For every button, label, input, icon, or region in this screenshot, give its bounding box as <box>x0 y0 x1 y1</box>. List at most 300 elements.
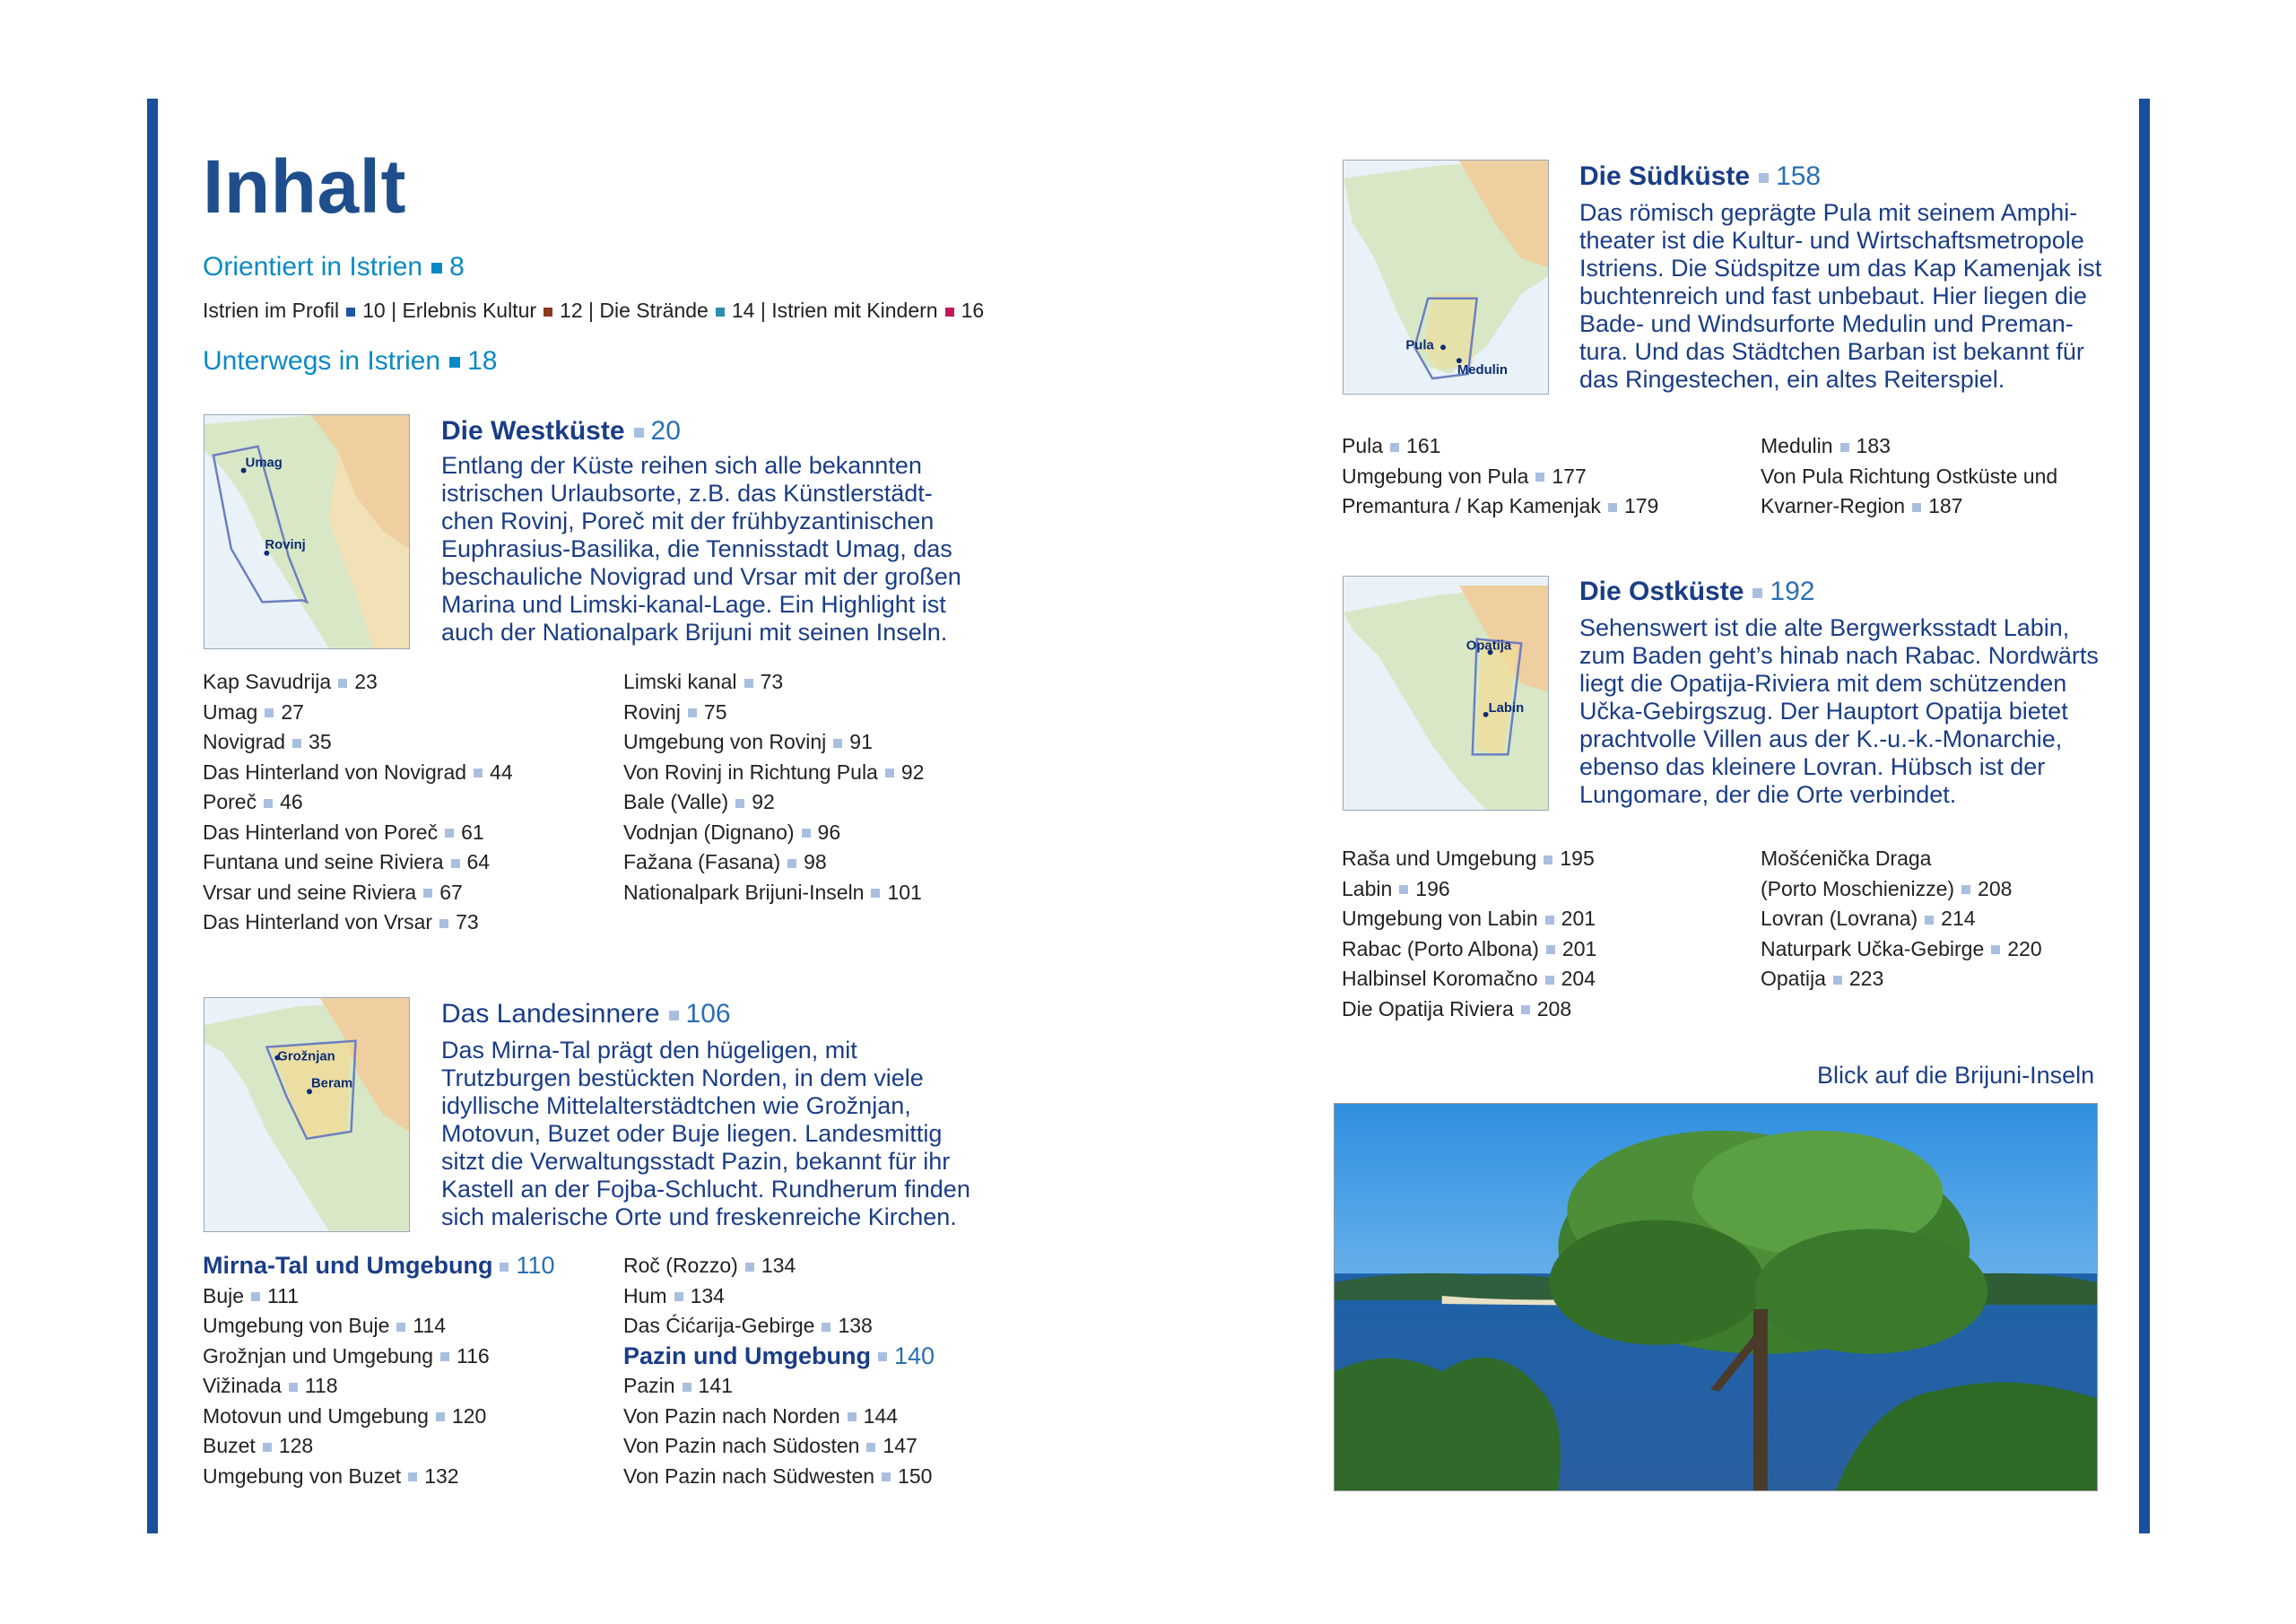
entry-page: 201 <box>1561 936 1597 960</box>
entry-page: 204 <box>1561 967 1596 990</box>
bullet-square <box>833 739 842 748</box>
entry-label: Das Hinterland von Novigrad <box>203 760 467 784</box>
entry-page: 110 <box>516 1252 555 1279</box>
heading-unterwegs-page: 18 <box>467 346 498 376</box>
toc-entry[interactable] <box>623 878 924 908</box>
bullet-square <box>431 263 442 274</box>
toc-entry[interactable] <box>623 1311 935 1342</box>
section-title: Die Westküste <box>441 416 625 446</box>
bullet-square <box>683 1383 691 1392</box>
text-line: das Ringestechen, ein altes Reiterspiel. <box>1579 366 2005 393</box>
orientiert-item[interactable] <box>203 299 386 322</box>
section-landesinnere-heading[interactable] <box>441 999 731 1029</box>
toc-entry[interactable] <box>623 758 924 788</box>
entry-label: Von Pazin nach Südwesten <box>623 1463 875 1488</box>
section-westkueste-text <box>441 452 961 647</box>
bullet-square <box>1833 976 1842 985</box>
text-line: zum Baden geht’s hinab nach Rabac. Nordwärts <box>1579 642 2099 669</box>
text-line: buchtenreich und fast unbebaut. Hier liegen die <box>1579 282 2087 309</box>
entry-page: 64 <box>466 850 491 873</box>
bullet-square <box>787 859 796 868</box>
toc-entry[interactable] <box>623 847 924 878</box>
toc-entry[interactable] <box>623 727 924 758</box>
item-page: 14 <box>731 299 755 322</box>
map-ostkueste <box>1343 576 1549 811</box>
entry-label: Von Pula Richtung Ostküste und <box>1761 464 2058 488</box>
toc-entry[interactable] <box>623 818 924 848</box>
toc-entry[interactable] <box>203 818 513 848</box>
entry-page: 161 <box>1406 434 1441 457</box>
entry-label: Hum <box>623 1283 667 1307</box>
section-page: 192 <box>1770 577 1815 606</box>
entry-label: Umgebung von Rovinj <box>623 730 827 753</box>
entry-page: 144 <box>863 1403 899 1428</box>
ostkueste-list-col1 <box>1342 844 1596 1024</box>
map-label: Medulin <box>1457 363 1509 378</box>
entry-page: 187 <box>1928 494 1963 517</box>
suedkueste-list-col2 <box>1761 431 2057 522</box>
toc-entry[interactable] <box>1342 462 1658 492</box>
item-label: Erlebnis Kultur <box>402 299 537 322</box>
entry-label: Premantura / Kap Kamenjak <box>1342 494 1601 517</box>
bullet-square <box>265 708 274 717</box>
entry-label: Pazin und Umgebung <box>623 1342 871 1369</box>
toc-entry[interactable] <box>203 847 513 878</box>
entry-page: 214 <box>1941 907 1976 930</box>
text-line: Motovun, Buzet oder Buje liegen. Landesmittig <box>441 1120 943 1147</box>
entry-page: 98 <box>804 850 827 873</box>
toc-entry[interactable] <box>623 667 924 698</box>
toc-entry[interactable] <box>1761 874 2042 905</box>
westkueste-list-col1 <box>203 667 513 938</box>
right-margin-rule <box>2139 99 2150 1533</box>
bullet-square <box>1840 443 1849 452</box>
map-label: Rovinj <box>265 537 306 552</box>
bullet-square <box>396 1323 405 1332</box>
entry-label: Lovran (Lovrana) <box>1761 907 1918 930</box>
entry-page: 73 <box>760 670 784 693</box>
toc-entry[interactable] <box>1761 934 2042 965</box>
toc-entry[interactable] <box>203 698 513 728</box>
map-label: Beram <box>310 1076 353 1091</box>
toc-entry[interactable] <box>623 1431 935 1462</box>
entry-label: Naturpark Učka-Gebirge <box>1761 936 1985 960</box>
toc-entry[interactable] <box>203 1311 555 1342</box>
entry-page: 23 <box>354 670 378 693</box>
bullet-square <box>1545 976 1554 985</box>
bullet-square <box>945 308 954 317</box>
toc-entry[interactable] <box>1342 844 1596 874</box>
landesinnere-list-col1 <box>203 1251 555 1491</box>
bullet-square <box>744 679 753 688</box>
entry-page: 208 <box>1978 876 2013 900</box>
toc-entry[interactable] <box>1342 964 1596 994</box>
entry-page: 46 <box>280 790 303 813</box>
text-line: tura. Und das Städtchen Barban ist bekannt für <box>1579 338 2084 365</box>
bullet-square <box>866 1443 875 1452</box>
bullet-square <box>1399 885 1408 894</box>
entry-label: Motovun und Umgebung <box>203 1403 429 1428</box>
text-line: Kastell an der Fojba-Schlucht. Rundherum finden <box>441 1176 970 1203</box>
map-label: Pula <box>1405 338 1434 353</box>
item-page: 16 <box>961 299 985 322</box>
entry-page: 91 <box>849 730 873 753</box>
bullet-square <box>735 799 744 808</box>
toc-entry[interactable] <box>1342 934 1596 965</box>
entry-page: 134 <box>690 1283 725 1307</box>
separator: | <box>754 299 772 322</box>
bullet-square <box>1545 916 1554 925</box>
bullet-square <box>1961 885 1970 894</box>
toc-entry[interactable] <box>203 908 513 938</box>
toc-entry[interactable] <box>203 1462 555 1492</box>
map-label: Umag <box>245 456 283 471</box>
text-line: Das Mirna-Tal prägt den hügeligen, mit <box>441 1037 857 1064</box>
bullet-square <box>802 829 811 838</box>
bullet-square <box>745 1263 754 1272</box>
bullet-square <box>1925 916 1934 925</box>
bullet-square <box>436 1412 445 1421</box>
entry-label: Rabac (Porto Albona) <box>1342 936 1539 960</box>
section-suedkueste-heading[interactable] <box>1579 161 1821 192</box>
text-line: ebenso das kleinere Lovran. Hübsch ist der <box>1579 753 2046 780</box>
bullet-square <box>1521 1005 1530 1014</box>
entry-page: 92 <box>900 760 925 784</box>
landscape-photo <box>1335 1104 2097 1490</box>
entry-page: 201 <box>1561 907 1596 930</box>
entry-page: 111 <box>267 1283 300 1307</box>
bullet-square <box>674 1292 683 1301</box>
istria-map-south <box>1344 161 1548 394</box>
toc-entry[interactable] <box>203 878 513 908</box>
heading-unterwegs[interactable] <box>203 346 497 377</box>
section-title: Die Südküste <box>1579 161 1751 191</box>
map-label: Labin <box>1488 700 1525 716</box>
bullet-square <box>848 1412 857 1421</box>
bullet-square <box>500 1263 509 1272</box>
text-line: beschauliche Novigrad und Vrsar mit der großen <box>441 563 961 590</box>
entry-page: 220 <box>2007 936 2042 960</box>
entry-page: 101 <box>887 880 922 904</box>
bullet-square <box>449 357 460 368</box>
entry-label: Das Hinterland von Vrsar <box>203 910 433 934</box>
toc-entry[interactable] <box>1761 904 2042 934</box>
orientiert-item[interactable] <box>771 299 984 322</box>
istria-map-east <box>1344 577 1548 810</box>
westkueste-list-col2 <box>623 667 924 908</box>
entry-label: Nationalpark Brijuni-Inseln <box>623 880 865 904</box>
entry-page: 92 <box>752 790 775 813</box>
photo-brijuni-islands <box>1334 1103 2098 1491</box>
orientiert-item[interactable] <box>599 299 754 322</box>
entry-page: 27 <box>281 699 304 724</box>
section-page: 158 <box>1776 161 1822 191</box>
bullet-square <box>871 889 880 898</box>
entry-page: 114 <box>413 1314 447 1337</box>
bullet-square <box>1608 503 1617 512</box>
text-line: istrischen Urlaubsorte, z.B. das Künstlerstädt- <box>441 480 933 507</box>
toc-entry[interactable] <box>623 787 924 818</box>
toc-entry[interactable] <box>203 1342 555 1372</box>
toc-entry[interactable] <box>203 727 513 758</box>
entry-label: Buzet <box>203 1434 256 1457</box>
entry-page: 141 <box>698 1374 733 1397</box>
istria-map-inland <box>204 998 409 1231</box>
entry-page: 118 <box>304 1374 338 1397</box>
map-label: Grožnjan <box>277 1049 335 1064</box>
subsection-entry[interactable] <box>623 1342 935 1372</box>
entry-label: Roč (Rozzo) <box>623 1254 738 1277</box>
entry-label: Pula <box>1342 434 1384 457</box>
entry-page: 195 <box>1560 847 1595 870</box>
entry-page: 75 <box>703 699 727 724</box>
entry-label: Mošćenička Draga <box>1761 847 1932 870</box>
toc-entry[interactable] <box>1342 874 1596 905</box>
bullet-square <box>1759 173 1769 183</box>
section-title: Die Ostküste <box>1579 577 1744 606</box>
bullet-square <box>634 428 644 438</box>
bullet-square <box>882 1472 891 1481</box>
text-line: auch der Nationalpark Brijuni mit seinen Inseln. <box>441 619 948 646</box>
entry-page: 96 <box>817 820 841 844</box>
toc-entry[interactable] <box>1342 904 1596 934</box>
entry-page: 140 <box>894 1342 935 1369</box>
toc-entry[interactable] <box>623 698 924 728</box>
separator: | <box>385 299 403 322</box>
entry-label: Vižinada <box>203 1374 282 1397</box>
photo-caption: Blick auf die Brijuni-Inseln <box>1817 1062 2095 1089</box>
bullet-square <box>474 769 483 777</box>
entry-label: Mirna-Tal und Umgebung <box>203 1252 493 1279</box>
toc-entry[interactable] <box>623 1251 935 1281</box>
entry-label: Halbinsel Koromačno <box>1342 967 1538 990</box>
entry-label: Medulin <box>1761 434 1833 457</box>
entry-label: Umgebung von Buzet <box>203 1463 402 1488</box>
entry-page: 116 <box>457 1343 490 1368</box>
item-page: 12 <box>560 299 583 322</box>
landesinnere-list-col2 <box>623 1251 935 1491</box>
bullet-square <box>264 799 273 808</box>
toc-entry[interactable] <box>203 1431 555 1462</box>
entry-label: Von Rovinj in Richtung Pula <box>623 760 878 784</box>
text-line: sich malerische Orte und freskenreiche Kirchen. <box>441 1203 957 1230</box>
text-line: Učka-Gebirgszug. Der Hauptort Opatija bietet <box>1579 698 2068 725</box>
entry-label: Die Opatija Riviera <box>1342 996 1514 1020</box>
bullet-square <box>1912 503 1921 512</box>
section-ostkueste-text <box>1579 614 2099 809</box>
heading-unterwegs-label: Unterwegs in Istrien <box>203 346 441 376</box>
item-label: Die Strände <box>599 299 709 322</box>
bullet-square <box>669 1011 679 1020</box>
entry-label: Kvarner-Region <box>1761 494 1906 517</box>
orientiert-item[interactable] <box>402 299 582 322</box>
toc-entry[interactable] <box>623 1402 935 1432</box>
ostkueste-list-col2 <box>1761 844 2042 994</box>
entry-page: 128 <box>278 1434 314 1457</box>
bullet-square <box>338 679 347 688</box>
text-line: Das römisch geprägte Pula mit seinem Amphi- <box>1579 199 2078 226</box>
entry-page: 44 <box>490 760 513 784</box>
entry-label: (Porto Moschienizze) <box>1761 876 1955 900</box>
bullet-square <box>716 308 725 317</box>
bullet-square <box>423 889 432 898</box>
entry-page: 147 <box>883 1434 918 1457</box>
bullet-square <box>440 1352 449 1361</box>
left-margin-rule <box>147 99 158 1533</box>
heading-orientiert-page: 8 <box>449 252 465 282</box>
bullet-square <box>292 739 301 748</box>
entry-page: 35 <box>309 730 332 753</box>
toc-entry[interactable] <box>203 1402 555 1432</box>
toc-entry[interactable] <box>623 1371 935 1402</box>
entry-label: Kap Savudrija <box>203 670 332 693</box>
entry-label: Pazin <box>623 1374 675 1397</box>
item-label: Istrien im Profil <box>203 299 340 322</box>
subsection-entry[interactable] <box>203 1251 555 1281</box>
text-line: Trutzburgen bestückten Norden, in dem viele <box>441 1064 924 1091</box>
entry-page: 61 <box>461 820 484 844</box>
text-line: Marina und Limski-kanal-Lage. Ein Highlight ist <box>441 591 946 618</box>
entry-label: Buje <box>203 1283 245 1307</box>
section-page: 20 <box>650 416 681 446</box>
section-ostkueste-heading[interactable] <box>1579 577 1814 607</box>
entry-label: Funtana und seine Riviera <box>203 850 444 873</box>
bullet-square <box>1535 473 1544 482</box>
entry-page: 134 <box>761 1254 796 1277</box>
entry-label: Umgebung von Labin <box>1342 907 1538 930</box>
map-suedkueste <box>1343 160 1549 395</box>
toc-entry[interactable] <box>623 1462 935 1492</box>
entry-label: Grožnjan und Umgebung <box>203 1343 433 1368</box>
entry-page: 150 <box>898 1463 933 1488</box>
toc-entry[interactable] <box>1342 431 1658 462</box>
entry-label: Vrsar und seine Riviera <box>203 880 417 904</box>
bullet-square <box>1752 588 1762 598</box>
bullet-square <box>289 1383 298 1392</box>
bullet-square <box>451 859 460 868</box>
bullet-square <box>408 1472 417 1481</box>
map-label: Opatija <box>1465 638 1512 654</box>
section-landesinnere-text <box>441 1037 970 1231</box>
section-westkueste-heading[interactable] <box>441 416 681 447</box>
bullet-square <box>263 1443 272 1452</box>
section-title: Das Landesinnere <box>441 999 660 1029</box>
text-line: theater ist die Kultur- und Wirtschaftsmetropole <box>1579 227 2084 254</box>
entry-page: 132 <box>424 1463 459 1488</box>
toc-entry[interactable] <box>203 787 513 818</box>
bullet-square <box>878 1352 887 1361</box>
toc-entry[interactable] <box>203 758 513 788</box>
entry-label: Das Hinterland von Poreč <box>203 820 439 844</box>
entry-label: Rovinj <box>623 699 681 724</box>
entry-label: Vodnjan (Dignano) <box>623 820 795 844</box>
toc-entry[interactable] <box>1761 491 2057 522</box>
entry-page: 138 <box>838 1314 873 1337</box>
entry-page: 183 <box>1856 434 1891 457</box>
orientiert-items <box>203 299 984 323</box>
bullet-square <box>1991 945 2000 954</box>
map-landesinnere <box>204 997 410 1232</box>
text-line: Bade- und Windsurforte Medulin und Preman- <box>1579 310 2074 337</box>
item-page: 10 <box>362 299 386 322</box>
text-line: Entlang der Küste reihen sich alle bekannten <box>441 452 922 479</box>
entry-label: Von Pazin nach Südosten <box>623 1434 860 1457</box>
text-line: prachtvolle Villen aus der K.-u.-k.-Monarchie, <box>1579 725 2063 752</box>
entry-label: Limski kanal <box>623 670 737 693</box>
entry-page: 196 <box>1415 876 1450 900</box>
toc-entry[interactable] <box>203 667 513 698</box>
section-page: 106 <box>685 999 731 1029</box>
entry-label: Umag <box>203 699 258 724</box>
toc-entry[interactable] <box>623 1281 935 1312</box>
toc-entry[interactable] <box>1761 431 2057 462</box>
entry-label: Opatija <box>1761 967 1826 990</box>
bullet-square <box>1390 443 1399 452</box>
entry-label: Umgebung von Pula <box>1342 464 1529 488</box>
toc-entry[interactable] <box>1761 462 2057 492</box>
page-title: Inhalt <box>203 144 406 229</box>
text-line: idyllische Mittelalterstädtchen wie Grožnjan, <box>441 1092 911 1119</box>
text-line: chen Rovinj, Poreč mit der frühbyzantinischen <box>441 508 935 534</box>
bullet-square <box>822 1323 831 1332</box>
entry-label: Bale (Valle) <box>623 790 729 813</box>
entry-label: Von Pazin nach Norden <box>623 1403 840 1428</box>
bullet-square <box>251 1292 260 1301</box>
text-line: Lungomare, der die Orte verbindet. <box>1579 781 1957 808</box>
entry-page: 73 <box>456 910 479 934</box>
entry-page: 120 <box>451 1403 487 1428</box>
bullet-square <box>439 919 448 928</box>
suedkueste-list-col1 <box>1342 431 1658 522</box>
heading-orientiert[interactable] <box>203 252 465 282</box>
entry-page: 223 <box>1848 967 1884 990</box>
bullet-square <box>1546 945 1555 954</box>
toc-entry[interactable] <box>1342 491 1658 522</box>
entry-page: 67 <box>439 880 463 904</box>
entry-page: 208 <box>1536 996 1572 1020</box>
entry-label: Fažana (Fasana) <box>623 850 781 873</box>
entry-page: 179 <box>1623 494 1659 517</box>
toc-entry[interactable] <box>203 1281 555 1312</box>
entry-label: Poreč <box>203 790 257 813</box>
map-westkueste <box>204 414 410 649</box>
text-line: sitzt die Verwaltungsstadt Pazin, bekannt für ihr <box>441 1148 951 1175</box>
separator: | <box>582 299 600 322</box>
heading-orientiert-label: Orientiert in Istrien <box>203 252 423 282</box>
toc-entry[interactable] <box>1342 994 1596 1025</box>
entry-label: Das Ćićarija-Gebirge <box>623 1314 815 1337</box>
toc-entry[interactable] <box>1761 844 2042 874</box>
entry-page: 177 <box>1552 464 1587 488</box>
bullet-square <box>885 769 894 777</box>
istria-map-west <box>204 415 409 648</box>
toc-entry[interactable] <box>203 1371 555 1402</box>
toc-entry[interactable] <box>1761 964 2042 994</box>
entry-label: Raša und Umgebung <box>1342 847 1537 870</box>
entry-label: Umgebung von Buje <box>203 1314 390 1337</box>
bullet-square <box>346 308 355 317</box>
text-line: liegt die Opatija-Riviera mit dem schützenden <box>1579 670 2067 697</box>
entry-label: Novigrad <box>203 730 286 753</box>
entry-label: Labin <box>1342 876 1393 900</box>
bullet-square <box>445 829 454 838</box>
bullet-square <box>688 708 697 717</box>
item-label: Istrien mit Kindern <box>771 299 938 322</box>
bullet-square <box>544 308 552 317</box>
bullet-square <box>1544 855 1552 864</box>
text-line: Sehenswert ist die alte Bergwerksstadt Labin, <box>1579 614 2070 641</box>
text-line: Istriens. Die Südspitze um das Kap Kamenjak ist <box>1579 255 2102 282</box>
